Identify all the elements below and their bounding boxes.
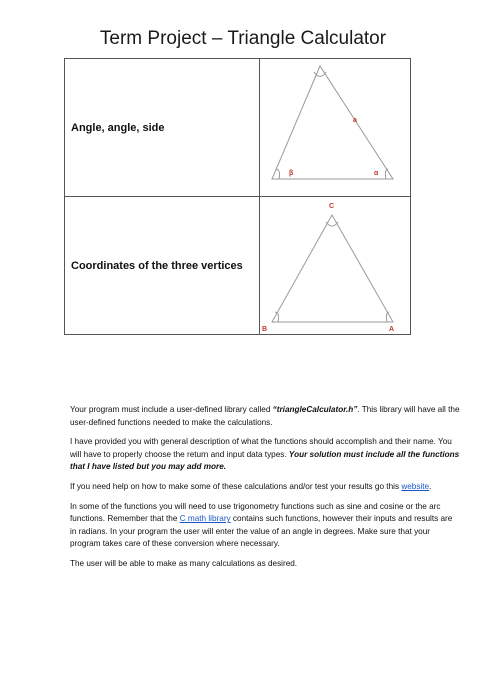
paragraph-library [70,404,460,429]
text-span: In some of the functions you will need to use trigonometry functions such as sine and cosine or the arc functions. Remember that the [70,501,441,524]
figure-cell-coordinates [260,197,411,335]
table-row-coordinates [65,197,411,335]
emphasis-text: Your solution must include all the functions that I have listed but you may add more. [70,449,460,472]
c-math-library-link[interactable]: C math library [179,514,231,524]
website-link[interactable]: website [401,481,430,491]
body-text [70,404,460,578]
text-span: I have provided you with general description of what the functions should accomplish and their name. You will have to properly choose the return and input data types. [70,437,452,459]
triangle-table [64,58,411,335]
text-span: . This library will have all the user-defined functions needed to make the calculations. [70,405,460,427]
vertex-a-label: A [389,326,395,333]
text-span: . [429,481,432,491]
row-label-aas: Angle, angle, side [71,121,165,134]
triangle-aas-figure [260,59,410,196]
text-span: If you need help on how to make some of these calculations and/or test your results go this [70,481,402,491]
vertex-b-label: B [262,326,268,333]
text-span: Your program must include a user-defined library called [70,405,273,414]
figure-cell-aas [260,59,411,197]
row-label-coordinates: Coordinates of the three vertices [71,259,243,272]
vertex-c-label: C [329,203,335,210]
row-label-cell [65,59,260,197]
text-span: contains such functions, however their inputs and results are in radians. In your program the user will enter the value of an angle in degrees. Make sure that your program takes care of these conversion where necessary. [70,514,453,549]
angle-beta-label: β [289,170,294,177]
library-name: “triangleCalculator.h” [272,405,358,414]
triangle-aas [272,66,393,179]
table-row-aas [65,59,411,197]
paragraph-functions [70,436,460,474]
paragraph-help [70,481,460,494]
row-label-cell [65,197,260,335]
triangle-abc [272,215,393,322]
side-a-label: a [353,117,357,124]
angle-beta-arc [276,169,280,179]
triangle-coordinates-figure [260,197,410,334]
paragraph-calculations: The user will be able to make as many calculations as desired. [70,558,298,568]
page-title: Term Project – Triangle Calculator [99,28,387,49]
angle-alpha-label: α [374,170,379,177]
paragraph-trig [70,501,460,551]
